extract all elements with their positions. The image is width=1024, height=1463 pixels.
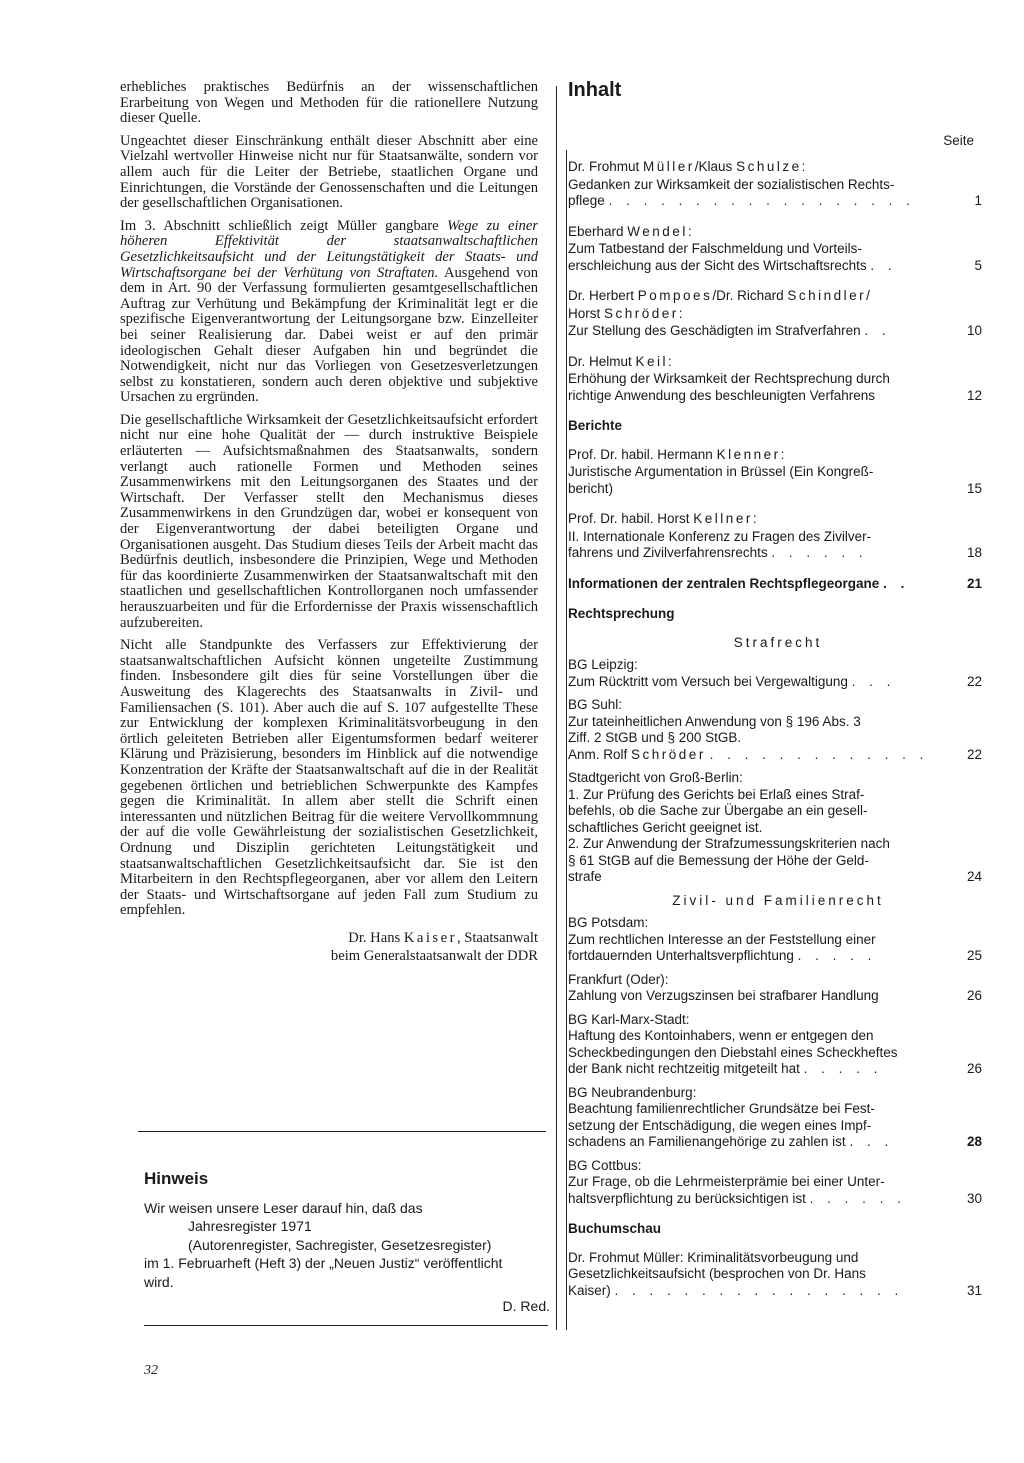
leader-dots: . . . . . . . . . . . . . . . . . [614, 1282, 904, 1298]
toc-court: BG Neubrandenburg: [568, 1084, 697, 1100]
author-text: : [687, 223, 692, 239]
page-number: 32 [144, 1363, 158, 1378]
author-text: Dr. Helmut [568, 353, 636, 369]
toc-line [568, 258, 988, 275]
toc-court: BG Suhl: [568, 697, 623, 712]
author-name: Pompoes [637, 288, 713, 303]
horizontal-rule [138, 1131, 546, 1132]
toc-text: Informationen der zentralen Rechtspflegeorgane [568, 575, 880, 591]
toc-text: erschleichung aus der Sicht des Wirtschaftsrechts [568, 257, 867, 273]
toc-page-number: 24 [966, 869, 982, 884]
author-text: Dr. Frohmut [568, 159, 644, 174]
signature-line: beim Generalstaatsanwalt der DDR [330, 947, 538, 964]
paragraph: erhebliches praktisches Bedürfnis an der wissenschaftlichen Erarbeitung von Wegen und Methoden für die rationellere Nutzung dieser Quelle. [120, 79, 538, 127]
section-heading: Rechtsprechung [568, 606, 675, 621]
author-name: Müller [643, 159, 695, 174]
toc-entry [568, 972, 988, 1005]
toc-line: Ziff. 2 StGB und § 200 StGB. [568, 730, 742, 745]
toc-line: Zum Tatbestand der Falschmeldung und Vorteils- [568, 241, 862, 256]
author-text: /Klaus [694, 159, 737, 174]
notice-line: Wir weisen unsere Leser darauf hin, daß das [144, 1199, 423, 1216]
toc-line: § 61 StGB auf die Bemessung der Höhe der Geld- [568, 852, 869, 868]
toc-court: Frankfurt (Oder): [568, 971, 669, 987]
toc-page-number: 22 [966, 746, 982, 762]
author-name: Kellner [693, 511, 753, 526]
leader-dots: . . [864, 323, 891, 338]
leader-dots: . . . . . [797, 948, 877, 963]
signature-line [120, 929, 538, 947]
toc-line: 2. Zur Anwendung der Strafzumessungskriterien nach [568, 836, 890, 851]
toc-author [568, 288, 988, 305]
author-text: / [866, 288, 870, 303]
italic-emphasis: Wege zu einer höheren Effektivität der staatsanwaltschaftlichen Gesetzlichkeitsaufsicht und der Leitungstätigkeit der Staats- und Wirtschaftsorgane bei der Verhütung von Straftaten. [120, 217, 538, 281]
toc-line [568, 388, 988, 405]
table-of-contents [568, 79, 988, 1313]
author-name: Schröder [631, 746, 706, 762]
author-text: Dr. Herbert [568, 288, 638, 303]
leader-dots: . . . . . . . . . . . . . . . . . . [608, 193, 915, 208]
toc-entry [568, 697, 988, 763]
toc-line: schaftliches Gericht geeignet ist. [568, 819, 763, 835]
toc-entry [568, 511, 988, 562]
toc-court: Stadtgericht von Groß-Berlin: [568, 770, 743, 785]
toc-page-number: 18 [966, 545, 982, 560]
toc-entry [568, 354, 988, 405]
toc-page-number: 5 [974, 257, 982, 273]
notice-line: im 1. Februarheft (Heft 3) der „Neuen Justiz“ veröffentlicht [144, 1255, 503, 1271]
toc-court: BG Karl-Marx-Stadt: [568, 1011, 690, 1027]
paragraph: Nicht alle Standpunkte des Verfassers zur Effektivierung der staatsanwaltschaftlichen Aufsicht können ungeteilte Zustimmung finden. Insbesondere gilt dies für seine Vorstellungen über die Ausweitung des Klagerechts des Staatsanwalts in Zivil- und Familiensachen (S. 101). Aber auch die auf S. 107 aufgestellte These zur Entwicklung der komplexen Kriminalitätsvorbeugung in den örtlich geleiteten Betrieben aller Eigentumsformen bedarf weiterer Klärung und Präzisierung, besonders im Hinblick auf die notwendige Konzentration der Kräfte der Staatsanwaltschaft auf die in der Realität gegebenen örtlichen und betrieblichen Schwerpunkte des Kampfes gegen die Kriminalität. In allem aber stellt die Schrift einen interessanten und nützlichen Beitrag für die weitere Vervollkommnung der auf die volle Gewährleistung der sozialistischen Gesetzlichkeit, Ordnung und Disziplin gerichteten Leitungstätigkeit und staatsanwaltschaftlichen Gesetzlichkeitsaufsicht dar. Sie ist den Mitarbeitern in den Rechtspflegeorganen, aber vor allem den Leitern der Staats- und Wirtschaftsorgane auf jeden Fall zum Studium zu empfehlen. [120, 637, 538, 919]
toc-author [568, 511, 988, 528]
toc-author [568, 306, 988, 323]
toc-entry [568, 657, 988, 690]
paragraph [120, 219, 538, 406]
toc-page-number: 25 [966, 948, 982, 963]
toc-text: der Bank nicht rechtzeitig mitgeteilt hat [568, 1061, 800, 1076]
column-divider [566, 150, 567, 1330]
toc-court: BG Leipzig: [568, 657, 638, 672]
toc-text: richtige Anwendung des beschleunigten Verfahrens [568, 387, 875, 403]
signature-name: Kaiser [403, 929, 457, 946]
author-text: /Dr. Richard [712, 288, 788, 303]
toc-text: Zahlung von Verzugszinsen bei strafbarer Handlung [568, 988, 879, 1003]
toc-page-number: 15 [966, 480, 982, 496]
toc-page-number: 30 [966, 1190, 982, 1206]
toc-entry [568, 447, 988, 498]
author-text: : [801, 159, 806, 174]
subsection-heading: Strafrecht [733, 634, 823, 650]
toc-text: Kaiser) [568, 1282, 611, 1298]
leader-dots: . . . . . . [809, 1190, 906, 1206]
toc-line: Scheckbedingungen den Diebstahl eines Scheckheftes [568, 1044, 898, 1060]
author-text: : [780, 446, 785, 462]
author-name: Schröder [604, 305, 679, 321]
toc-author [568, 224, 988, 241]
toc-text: haltsverpflichtung zu berücksichtigen ist [568, 1190, 806, 1206]
leader-dots: . . . [851, 673, 896, 689]
toc-line [568, 323, 988, 340]
author-name: Keil [635, 353, 669, 369]
author-name: Klenner [716, 446, 781, 462]
toc-entry [568, 288, 988, 340]
toc-line: Gedanken zur Wirksamkeit der sozialistischen Rechts- [568, 176, 895, 192]
signature-role: , Staatsanwalt [456, 929, 538, 946]
notice-title: Hinweis [144, 1169, 209, 1188]
toc-page-number: 31 [966, 1282, 982, 1298]
toc-entry [568, 1085, 988, 1151]
toc-entry [568, 915, 988, 965]
notice-line: (Autorenregister, Sachregister, Gesetzesregister) [188, 1236, 492, 1253]
toc-text: schadens an Familienangehörige zu zahlen ist [568, 1134, 846, 1149]
toc-entry [568, 1158, 988, 1208]
toc-line [568, 1191, 988, 1208]
author-text: Eberhard [568, 223, 628, 239]
toc-page-number: 10 [966, 323, 982, 338]
author-name: Wendel [627, 223, 688, 239]
toc-line [568, 674, 988, 691]
toc-line [568, 1061, 988, 1078]
leader-dots: . . [883, 575, 910, 591]
toc-entry [568, 159, 988, 210]
author-name: Schulze [736, 159, 802, 174]
toc-line: 1. Zur Prüfung des Gerichts bei Erlaß eines Straf- [568, 786, 865, 802]
toc-line: Beachtung familienrechtlicher Grundsätze bei Fest- [568, 1101, 875, 1116]
toc-line: II. Internationale Konferenz zu Fragen des Zivilver- [568, 528, 872, 544]
notice-line: Jahresregister 1971 [188, 1218, 312, 1234]
toc-line: Zum rechtlichen Interesse an der Feststellung einer [568, 931, 876, 947]
toc-text: Zur Stellung des Geschädigten im Strafverfahren [568, 323, 861, 338]
toc-line [568, 576, 988, 593]
toc-line: Zur Frage, ob die Lehrmeisterprämie bei einer Unter- [568, 1174, 885, 1189]
toc-line [568, 747, 988, 764]
toc-page-number: 21 [966, 575, 982, 591]
notice-signature: D. Red. [502, 1298, 550, 1314]
toc-line: Dr. Frohmut Müller: Kriminalitätsvorbeugung und [568, 1249, 859, 1265]
leader-dots: . . . . . . [771, 545, 868, 560]
leader-dots: . . . [849, 1134, 894, 1149]
toc-entry [568, 576, 988, 593]
toc-page-number: 28 [966, 1134, 982, 1149]
paragraph: Ungeachtet dieser Einschränkung enthält dieser Abschnitt aber eine Vielzahl wertvoller Hinweise nicht nur für Staatsanwälte, sondern vor allem auch für die Leiter der Betriebe, staatlichen Organe und Einrichtungen, die Vorstände der Genossenschaften und die Leitungen der gesellschaftlichen Organisationen. [120, 132, 538, 212]
toc-line [568, 193, 988, 210]
author-text: Prof. Dr. habil. Hermann [568, 446, 717, 462]
toc-author [568, 447, 988, 464]
toc-entry [568, 770, 988, 886]
toc-line: Zur tateinheitlichen Anwendung von § 196 Abs. 3 [568, 713, 861, 729]
toc-court: BG Potsdam: [568, 915, 649, 930]
horizontal-rule [144, 1325, 548, 1326]
toc-text: pflege [568, 193, 605, 208]
toc-author [568, 354, 988, 371]
leader-dots: . . [870, 257, 897, 273]
toc-line [568, 1134, 988, 1151]
toc-line: befehls, ob die Sache zur Übergabe an ein gesell- [568, 803, 868, 818]
toc-line: Gesetzlichkeitsaufsicht (besprochen von Dr. Hans [568, 1266, 866, 1281]
notice-box [144, 1170, 550, 1316]
toc-line: Juristische Argumentation in Brüssel (Ein Kongreß- [568, 464, 874, 479]
signature-text: Dr. Hans [348, 929, 404, 946]
review-text-column [120, 80, 538, 965]
author-text: : [668, 353, 672, 369]
toc-text: Anm. Rolf [568, 746, 632, 762]
toc-text: Zum Rücktritt vom Versuch bei Vergewaltigung [568, 673, 848, 689]
page-column-header: Seite [943, 132, 974, 148]
leader-dots: . . . . . [803, 1061, 883, 1076]
toc-line [568, 869, 988, 886]
toc-title: Inhalt [568, 79, 622, 101]
toc-court: BG Cottbus: [568, 1157, 642, 1173]
author-text: Prof. Dr. habil. Horst [568, 511, 694, 526]
toc-line [568, 1283, 988, 1300]
toc-entry [568, 1250, 988, 1300]
text-run: Im 3. Abschnitt schließlich zeigt Müller gangbare [120, 217, 439, 234]
column-divider [556, 86, 557, 1330]
toc-text: fahrens und Zivilverfahrensrechts [568, 545, 768, 560]
toc-line [568, 988, 988, 1005]
author-text: : [752, 511, 757, 526]
review-signature [120, 929, 538, 965]
toc-line [568, 481, 988, 498]
toc-page-number: 22 [966, 673, 982, 689]
toc-entry [568, 224, 988, 275]
toc-entry [568, 1012, 988, 1078]
toc-text: bericht) [568, 480, 614, 496]
toc-page-number: 12 [966, 387, 982, 403]
toc-line: setzung der Entschädigung, die wegen eines Impf- [568, 1117, 872, 1133]
toc-text: fortdauernden Unterhaltsverpflichtung [568, 948, 794, 963]
toc-page-number: 26 [966, 988, 982, 1003]
toc-line [568, 948, 988, 965]
leader-dots: . . . . . . . . . . . . . [709, 746, 929, 762]
section-heading: Buchumschau [568, 1221, 662, 1236]
author-text: : [678, 305, 683, 321]
toc-line: Erhöhung der Wirksamkeit der Rechtsprechung durch [568, 371, 890, 386]
section-heading: Berichte [568, 418, 623, 433]
text-run: Ausgehend von dem in Art. 90 der Verfassung formulierten gesamtgesellschaftlichen Auftrag zur Verhütung und Bekämpfung der Kriminalität legt er die spezifische Eigenverantwortung der Leitungsorgane bzw. Einzelleiter bei seiner Realisierung dar. Dabei weist er auf den primär ideologischen Gehalt dieser Aufgaben hin und begründet die Notwendigkeit, nicht nur das Vorliegen von Gesetzesverletzungen selbst zu konstatieren, sondern auch deren objektive und subjektive Ursachen zu ergründen. [120, 264, 538, 406]
toc-page-number: 26 [966, 1061, 982, 1076]
author-name: Schindler [787, 288, 867, 303]
paragraph: Die gesellschaftliche Wirksamkeit der Gesetzlichkeitsaufsicht erfordert nicht nur eine hohe Qualität der — durch instruktive Beispiele erläuterten — Aufsichtsmaßnahmen des Staatsanwalts, sondern verlangt auch rationelle Formen und Methoden seines Zusammenwirkens mit den Leitungsorganen des Staates und der Wirtschaft. Der Verfasser stellt den Mechanismus dieses Zusammenwirkens in den Grundzügen dar, wobei er konsequent von der Eigenverantwortung der dabei beteiligten Organe und Organisationen ausgeht. Das Studium dieses Teils der Arbeit macht das Bedürfnis deutlich, insbesondere die Prinzipien, Wege und Methoden für das koordinierte Zusammenwirken der Staatsanwaltschaft mit den staatlichen und gesellschaftlichen Kontrollorganen noch umfassender herauszuarbeiten und für die Erfordernisse der Praxis wissenschaftlich aufzubereiten. [120, 411, 538, 631]
toc-page-number: 1 [974, 193, 982, 208]
notice-line: wird. [144, 1273, 174, 1290]
toc-line [568, 545, 988, 562]
toc-author [568, 159, 988, 176]
author-text: Horst [568, 305, 605, 321]
toc-line: Haftung des Kontoinhabers, wenn er entgegen den [568, 1028, 874, 1043]
subsection-heading: Zivil- und Familienrecht [672, 892, 884, 908]
toc-text: strafe [568, 869, 602, 884]
